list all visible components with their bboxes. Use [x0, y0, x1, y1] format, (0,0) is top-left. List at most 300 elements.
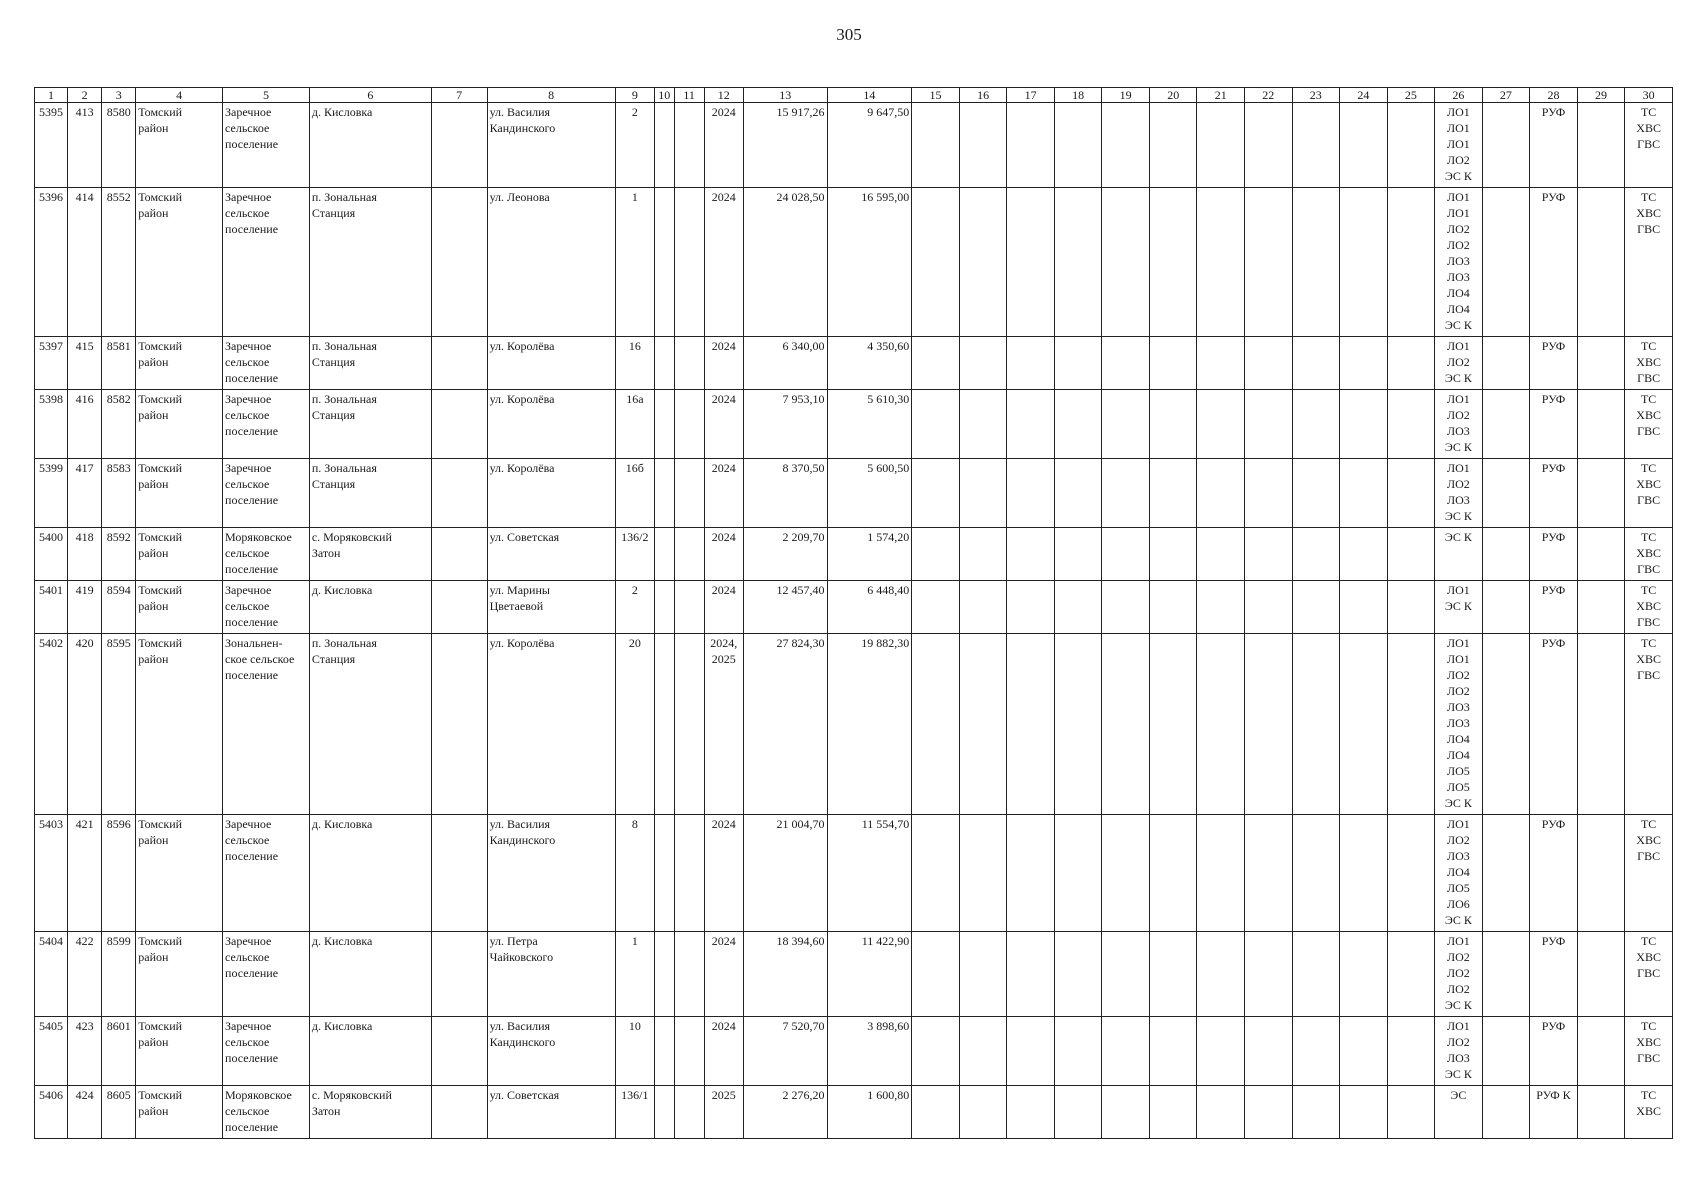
cell-col-20 [1149, 337, 1197, 390]
cell-col-2: 413 [68, 103, 102, 188]
cell-col-8: ул. Советская [487, 1086, 615, 1139]
column-header: 2 [68, 88, 102, 103]
cell-col-26: ЛО1 ЛО2 ЭС К [1435, 337, 1483, 390]
cell-col-13: 21 004,70 [743, 815, 827, 932]
cell-col-23 [1292, 390, 1340, 459]
cell-col-26: ЛО1 ЛО1 ЛО1 ЛО2 ЭС К [1435, 103, 1483, 188]
cell-col-26: ЛО1 ЛО2 ЛО2 ЛО2 ЭС К [1435, 932, 1483, 1017]
cell-col-24 [1340, 815, 1388, 932]
cell-col-9: 10 [615, 1017, 654, 1086]
cell-col-22 [1245, 815, 1293, 932]
cell-col-27 [1482, 459, 1530, 528]
cell-col-5: Моряковское сельское поселение [223, 1086, 310, 1139]
cell-col-9: 1 [615, 188, 654, 337]
cell-col-27 [1482, 337, 1530, 390]
cell-col-22 [1245, 634, 1293, 815]
cell-col-22 [1245, 528, 1293, 581]
cell-col-6: д. Кисловка [309, 581, 431, 634]
cell-col-11 [674, 337, 704, 390]
cell-col-29 [1577, 103, 1625, 188]
cell-col-1: 5400 [35, 528, 68, 581]
registry-table [34, 87, 1673, 1139]
cell-col-28: РУФ К [1530, 1086, 1578, 1139]
cell-col-26: ЛО1 ЭС К [1435, 581, 1483, 634]
cell-col-19 [1102, 581, 1150, 634]
cell-col-16 [959, 337, 1007, 390]
cell-col-1: 5399 [35, 459, 68, 528]
cell-col-7 [431, 459, 487, 528]
column-header: 6 [309, 88, 431, 103]
cell-col-27 [1482, 103, 1530, 188]
cell-col-16 [959, 581, 1007, 634]
cell-col-10 [654, 1086, 674, 1139]
cell-col-12: 2024 [704, 459, 743, 528]
cell-col-15 [912, 459, 960, 528]
cell-col-24 [1340, 634, 1388, 815]
cell-col-7 [431, 337, 487, 390]
cell-col-18 [1054, 1086, 1102, 1139]
column-header: 28 [1530, 88, 1578, 103]
cell-col-15 [912, 815, 960, 932]
cell-col-23 [1292, 815, 1340, 932]
cell-col-12: 2024 [704, 188, 743, 337]
cell-col-11 [674, 528, 704, 581]
cell-col-13: 8 370,50 [743, 459, 827, 528]
column-header: 11 [674, 88, 704, 103]
cell-col-29 [1577, 1086, 1625, 1139]
cell-col-3: 8592 [102, 528, 136, 581]
cell-col-16 [959, 932, 1007, 1017]
cell-col-1: 5406 [35, 1086, 68, 1139]
table-row [35, 188, 1673, 337]
table-row [35, 932, 1673, 1017]
cell-col-4: Томский район [136, 581, 223, 634]
cell-col-11 [674, 390, 704, 459]
cell-col-6: п. Зональная Станция [309, 634, 431, 815]
cell-col-23 [1292, 459, 1340, 528]
cell-col-7 [431, 528, 487, 581]
cell-col-23 [1292, 337, 1340, 390]
cell-col-6: д. Кисловка [309, 932, 431, 1017]
cell-col-6: п. Зональная Станция [309, 337, 431, 390]
cell-col-16 [959, 815, 1007, 932]
cell-col-28: РУФ [1530, 1017, 1578, 1086]
cell-col-1: 5397 [35, 337, 68, 390]
cell-col-23 [1292, 1017, 1340, 1086]
cell-col-27 [1482, 188, 1530, 337]
cell-col-1: 5396 [35, 188, 68, 337]
cell-col-11 [674, 634, 704, 815]
cell-col-23 [1292, 634, 1340, 815]
cell-col-12: 2024 [704, 932, 743, 1017]
cell-col-16 [959, 528, 1007, 581]
column-header: 4 [136, 88, 223, 103]
cell-col-4: Томский район [136, 815, 223, 932]
cell-col-2: 420 [68, 634, 102, 815]
cell-col-15 [912, 1017, 960, 1086]
cell-col-14: 9 647,50 [827, 103, 912, 188]
cell-col-3: 8580 [102, 103, 136, 188]
cell-col-30: ТС ХВС ГВС [1625, 188, 1673, 337]
table-row [35, 337, 1673, 390]
cell-col-27 [1482, 1086, 1530, 1139]
cell-col-11 [674, 459, 704, 528]
cell-col-24 [1340, 528, 1388, 581]
cell-col-11 [674, 815, 704, 932]
cell-col-5: Заречное сельское поселение [223, 188, 310, 337]
column-header: 12 [704, 88, 743, 103]
cell-col-10 [654, 103, 674, 188]
cell-col-15 [912, 581, 960, 634]
cell-col-26: ЛО1 ЛО2 ЛО3 ЭС К [1435, 459, 1483, 528]
table-row [35, 459, 1673, 528]
cell-col-25 [1387, 459, 1435, 528]
cell-col-30: ТС ХВС ГВС [1625, 634, 1673, 815]
cell-col-8: ул. Королёва [487, 634, 615, 815]
cell-col-14: 4 350,60 [827, 337, 912, 390]
table-row [35, 1086, 1673, 1139]
cell-col-23 [1292, 528, 1340, 581]
column-header: 27 [1482, 88, 1530, 103]
cell-col-8: ул. Василия Кандинского [487, 1017, 615, 1086]
cell-col-20 [1149, 1017, 1197, 1086]
cell-col-25 [1387, 815, 1435, 932]
cell-col-15 [912, 1086, 960, 1139]
cell-col-22 [1245, 932, 1293, 1017]
cell-col-6: п. Зональная Станция [309, 188, 431, 337]
cell-col-5: Заречное сельское поселение [223, 815, 310, 932]
cell-col-22 [1245, 337, 1293, 390]
column-header: 24 [1340, 88, 1388, 103]
cell-col-11 [674, 1086, 704, 1139]
cell-col-15 [912, 188, 960, 337]
cell-col-17 [1007, 1086, 1055, 1139]
cell-col-17 [1007, 188, 1055, 337]
column-header: 13 [743, 88, 827, 103]
cell-col-12: 2024 [704, 1017, 743, 1086]
cell-col-13: 2 276,20 [743, 1086, 827, 1139]
cell-col-22 [1245, 581, 1293, 634]
cell-col-19 [1102, 815, 1150, 932]
cell-col-15 [912, 103, 960, 188]
cell-col-5: Зональнен- ское сельское поселение [223, 634, 310, 815]
cell-col-25 [1387, 390, 1435, 459]
cell-col-23 [1292, 1086, 1340, 1139]
cell-col-30: ТС ХВС ГВС [1625, 815, 1673, 932]
cell-col-3: 8552 [102, 188, 136, 337]
cell-col-15 [912, 528, 960, 581]
cell-col-8: ул. Советская [487, 528, 615, 581]
cell-col-29 [1577, 1017, 1625, 1086]
cell-col-20 [1149, 459, 1197, 528]
cell-col-7 [431, 1017, 487, 1086]
table-body [35, 103, 1673, 1139]
column-header: 23 [1292, 88, 1340, 103]
cell-col-7 [431, 1086, 487, 1139]
cell-col-13: 27 824,30 [743, 634, 827, 815]
cell-col-28: РУФ [1530, 188, 1578, 337]
cell-col-11 [674, 932, 704, 1017]
cell-col-25 [1387, 581, 1435, 634]
cell-col-29 [1577, 581, 1625, 634]
cell-col-30: ТС ХВС ГВС [1625, 337, 1673, 390]
cell-col-13: 7 520,70 [743, 1017, 827, 1086]
cell-col-5: Моряковское сельское поселение [223, 528, 310, 581]
cell-col-29 [1577, 528, 1625, 581]
cell-col-18 [1054, 815, 1102, 932]
cell-col-14: 11 554,70 [827, 815, 912, 932]
cell-col-20 [1149, 390, 1197, 459]
cell-col-17 [1007, 337, 1055, 390]
table-row [35, 103, 1673, 188]
cell-col-5: Заречное сельское поселение [223, 581, 310, 634]
cell-col-10 [654, 188, 674, 337]
cell-col-2: 418 [68, 528, 102, 581]
cell-col-27 [1482, 932, 1530, 1017]
cell-col-20 [1149, 528, 1197, 581]
table-row [35, 390, 1673, 459]
cell-col-4: Томский район [136, 634, 223, 815]
cell-col-21 [1197, 390, 1245, 459]
cell-col-23 [1292, 188, 1340, 337]
cell-col-4: Томский район [136, 528, 223, 581]
cell-col-16 [959, 390, 1007, 459]
cell-col-3: 8605 [102, 1086, 136, 1139]
cell-col-4: Томский район [136, 1086, 223, 1139]
cell-col-14: 5 610,30 [827, 390, 912, 459]
cell-col-13: 15 917,26 [743, 103, 827, 188]
cell-col-2: 416 [68, 390, 102, 459]
cell-col-13: 12 457,40 [743, 581, 827, 634]
cell-col-4: Томский район [136, 103, 223, 188]
cell-col-21 [1197, 528, 1245, 581]
cell-col-19 [1102, 1086, 1150, 1139]
cell-col-10 [654, 337, 674, 390]
cell-col-22 [1245, 188, 1293, 337]
cell-col-19 [1102, 1017, 1150, 1086]
cell-col-14: 1 574,20 [827, 528, 912, 581]
cell-col-8: ул. Королёва [487, 337, 615, 390]
cell-col-12: 2024 [704, 528, 743, 581]
cell-col-10 [654, 932, 674, 1017]
cell-col-10 [654, 581, 674, 634]
cell-col-5: Заречное сельское поселение [223, 337, 310, 390]
cell-col-28: РУФ [1530, 528, 1578, 581]
cell-col-19 [1102, 634, 1150, 815]
cell-col-5: Заречное сельское поселение [223, 1017, 310, 1086]
cell-col-12: 2024 [704, 390, 743, 459]
cell-col-18 [1054, 1017, 1102, 1086]
cell-col-7 [431, 188, 487, 337]
cell-col-26: ЛО1 ЛО1 ЛО2 ЛО2 ЛО3 ЛО3 ЛО4 ЛО4 ЛО5 ЛО5 ЭС К [1435, 634, 1483, 815]
cell-col-20 [1149, 634, 1197, 815]
cell-col-12: 2024 [704, 103, 743, 188]
cell-col-9: 16 [615, 337, 654, 390]
cell-col-16 [959, 188, 1007, 337]
cell-col-3: 8601 [102, 1017, 136, 1086]
cell-col-18 [1054, 634, 1102, 815]
cell-col-13: 18 394,60 [743, 932, 827, 1017]
column-number-row [35, 88, 1673, 103]
column-header: 1 [35, 88, 68, 103]
cell-col-12: 2024 [704, 337, 743, 390]
cell-col-10 [654, 634, 674, 815]
column-header: 19 [1102, 88, 1150, 103]
cell-col-21 [1197, 581, 1245, 634]
cell-col-14: 1 600,80 [827, 1086, 912, 1139]
cell-col-14: 19 882,30 [827, 634, 912, 815]
cell-col-15 [912, 337, 960, 390]
cell-col-3: 8594 [102, 581, 136, 634]
cell-col-12: 2024 [704, 581, 743, 634]
column-header: 5 [223, 88, 310, 103]
cell-col-29 [1577, 932, 1625, 1017]
cell-col-8: ул. Леонова [487, 188, 615, 337]
column-header: 21 [1197, 88, 1245, 103]
cell-col-19 [1102, 103, 1150, 188]
cell-col-16 [959, 1086, 1007, 1139]
cell-col-21 [1197, 634, 1245, 815]
column-header: 22 [1245, 88, 1293, 103]
cell-col-8: ул. Петра Чайковского [487, 932, 615, 1017]
cell-col-17 [1007, 634, 1055, 815]
cell-col-11 [674, 1017, 704, 1086]
cell-col-21 [1197, 932, 1245, 1017]
cell-col-9: 2 [615, 581, 654, 634]
cell-col-9: 8 [615, 815, 654, 932]
cell-col-11 [674, 103, 704, 188]
cell-col-4: Томский район [136, 390, 223, 459]
cell-col-20 [1149, 188, 1197, 337]
cell-col-6: д. Кисловка [309, 103, 431, 188]
cell-col-9: 20 [615, 634, 654, 815]
cell-col-2: 421 [68, 815, 102, 932]
cell-col-12: 2024 [704, 815, 743, 932]
cell-col-30: ТС ХВС ГВС [1625, 390, 1673, 459]
cell-col-10 [654, 815, 674, 932]
cell-col-30: ТС ХВС ГВС [1625, 932, 1673, 1017]
cell-col-30: ТС ХВС ГВС [1625, 103, 1673, 188]
cell-col-15 [912, 634, 960, 815]
cell-col-23 [1292, 103, 1340, 188]
column-header: 29 [1577, 88, 1625, 103]
cell-col-28: РУФ [1530, 459, 1578, 528]
cell-col-3: 8596 [102, 815, 136, 932]
cell-col-2: 422 [68, 932, 102, 1017]
cell-col-17 [1007, 390, 1055, 459]
cell-col-17 [1007, 815, 1055, 932]
cell-col-18 [1054, 103, 1102, 188]
column-header: 30 [1625, 88, 1673, 103]
cell-col-25 [1387, 1086, 1435, 1139]
cell-col-29 [1577, 459, 1625, 528]
cell-col-3: 8583 [102, 459, 136, 528]
cell-col-25 [1387, 932, 1435, 1017]
page-number: 305 [836, 25, 862, 44]
cell-col-28: РУФ [1530, 634, 1578, 815]
table-row [35, 634, 1673, 815]
cell-col-2: 419 [68, 581, 102, 634]
cell-col-10 [654, 390, 674, 459]
cell-col-29 [1577, 390, 1625, 459]
cell-col-8: ул. Королёва [487, 390, 615, 459]
column-header: 25 [1387, 88, 1435, 103]
cell-col-13: 2 209,70 [743, 528, 827, 581]
cell-col-20 [1149, 1086, 1197, 1139]
cell-col-24 [1340, 1017, 1388, 1086]
cell-col-18 [1054, 528, 1102, 581]
cell-col-18 [1054, 459, 1102, 528]
cell-col-22 [1245, 1017, 1293, 1086]
cell-col-25 [1387, 528, 1435, 581]
cell-col-9: 136/2 [615, 528, 654, 581]
cell-col-5: Заречное сельское поселение [223, 390, 310, 459]
cell-col-6: д. Кисловка [309, 1017, 431, 1086]
cell-col-1: 5403 [35, 815, 68, 932]
cell-col-24 [1340, 932, 1388, 1017]
cell-col-27 [1482, 581, 1530, 634]
cell-col-19 [1102, 337, 1150, 390]
column-header: 10 [654, 88, 674, 103]
cell-col-27 [1482, 815, 1530, 932]
cell-col-24 [1340, 1086, 1388, 1139]
cell-col-9: 16а [615, 390, 654, 459]
cell-col-21 [1197, 459, 1245, 528]
cell-col-28: РУФ [1530, 581, 1578, 634]
cell-col-13: 6 340,00 [743, 337, 827, 390]
column-header: 14 [827, 88, 912, 103]
cell-col-3: 8599 [102, 932, 136, 1017]
cell-col-21 [1197, 815, 1245, 932]
cell-col-22 [1245, 103, 1293, 188]
cell-col-24 [1340, 459, 1388, 528]
cell-col-18 [1054, 932, 1102, 1017]
cell-col-12: 2025 [704, 1086, 743, 1139]
cell-col-1: 5395 [35, 103, 68, 188]
cell-col-9: 16б [615, 459, 654, 528]
cell-col-25 [1387, 1017, 1435, 1086]
cell-col-2: 414 [68, 188, 102, 337]
cell-col-1: 5398 [35, 390, 68, 459]
cell-col-14: 16 595,00 [827, 188, 912, 337]
cell-col-22 [1245, 459, 1293, 528]
cell-col-21 [1197, 103, 1245, 188]
cell-col-30: ТС ХВС [1625, 1086, 1673, 1139]
cell-col-8: ул. Василия Кандинского [487, 103, 615, 188]
cell-col-24 [1340, 188, 1388, 337]
cell-col-18 [1054, 188, 1102, 337]
column-header: 15 [912, 88, 960, 103]
cell-col-4: Томский район [136, 337, 223, 390]
cell-col-16 [959, 1017, 1007, 1086]
cell-col-24 [1340, 390, 1388, 459]
cell-col-19 [1102, 932, 1150, 1017]
cell-col-27 [1482, 528, 1530, 581]
cell-col-16 [959, 103, 1007, 188]
column-header: 7 [431, 88, 487, 103]
cell-col-28: РУФ [1530, 337, 1578, 390]
cell-col-19 [1102, 188, 1150, 337]
cell-col-30: ТС ХВС ГВС [1625, 1017, 1673, 1086]
cell-col-22 [1245, 390, 1293, 459]
cell-col-14: 6 448,40 [827, 581, 912, 634]
cell-col-21 [1197, 337, 1245, 390]
cell-col-26: ЛО1 ЛО2 ЛО3 ЭС К [1435, 390, 1483, 459]
cell-col-17 [1007, 581, 1055, 634]
cell-col-7 [431, 103, 487, 188]
cell-col-21 [1197, 1017, 1245, 1086]
cell-col-23 [1292, 581, 1340, 634]
